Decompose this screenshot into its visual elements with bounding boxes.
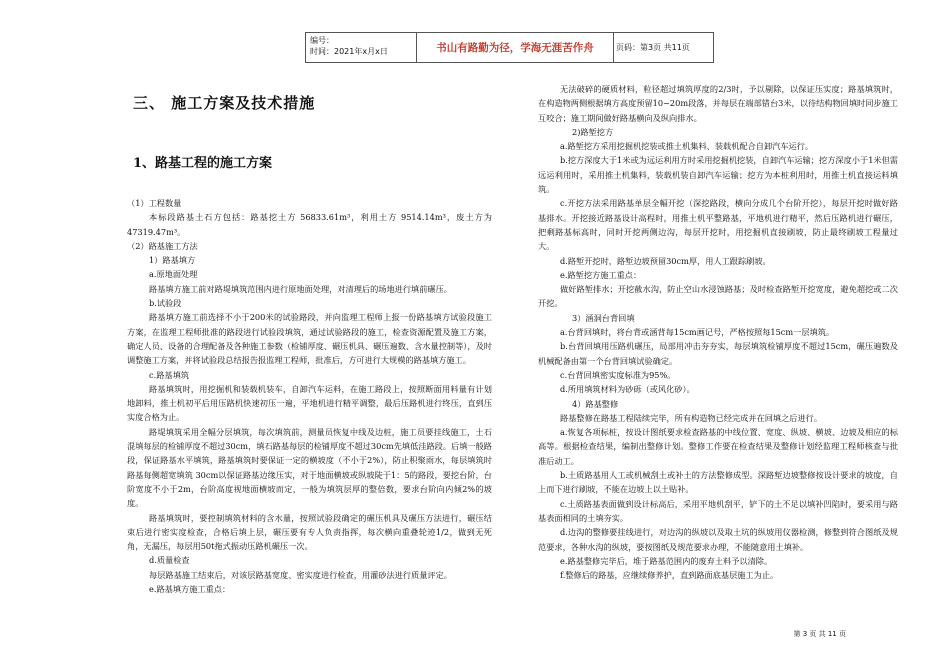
paragraph: c.土质路基表面做到设计标高后，采用平地机刮平，铲下的土不足以填补凹陷时，要采用与路基表面相同的土填夯实。 xyxy=(538,498,898,523)
paragraph: 无法破碎的硬质材料，粒径超过填筑厚度的2/3时，予以剔除，以保证压实度；路基填筑时，在构造物两侧根据填方高度预留10~20m段落，并每层在端部错台3米，以待结构物回填时同步施工互咬合；施工期间做好路基横向及纵向排水。 xyxy=(538,84,898,123)
subsection-title: 1、路基工程的施工方案 xyxy=(133,156,273,171)
header-motto: 书山有路勤为径，学海无涯苦作舟 xyxy=(416,33,614,62)
paragraph: b.土质路基用人工或机械刮土或补土的方法整修成型。深路堑边坡整修按设计要求的坡度，自上而下进行刷坡，不能在边坡上以土贴补。 xyxy=(538,470,898,495)
paragraph: （2）路基施工方法 xyxy=(127,240,198,251)
paragraph: f.整修后的路基，应继续修养护，直到路面底基层施工为止。 xyxy=(560,570,779,581)
paragraph: d.所用填筑材料为砂砾（或风化砂）。 xyxy=(560,384,695,395)
paragraph: 路基填筑时，用挖掘机和装载机装车，自卸汽车运料，在施工路段上，按照断面用料量有计划地卸料，推土机初平后用压路机快速初压一遍，平地机进行精平调整，最后压路机进行终压，直到压实度合格为止。 xyxy=(127,383,492,423)
paragraph: a.原地面处理 xyxy=(149,269,198,280)
paragraph: 2)路堑挖方 xyxy=(572,126,614,137)
paragraph: 4）路基整修 xyxy=(572,398,619,409)
paragraph: 路基填方施工前选择不小于200米的试验路段，并向监理工程师上报一份路基填方试验段施工方案，在监理工程师批准的路段进行试验段填筑，通过试验路段的施工，检查资源配置及施工方案，确定人员、设备的合理配备及各种施工参数（检铺厚度、碾压机具、碾压遍数、含水量控制等），及时调整施工方案，并将试验段总结报告报监理工程师，批准后，方可进行大规模的路基填方施工。 xyxy=(127,312,492,366)
paragraph: e.路基整修完毕后，堆于路基范围内的废弃土料予以清除。 xyxy=(560,555,773,566)
paragraph: （1）工程数量 xyxy=(127,198,182,208)
left-text-column xyxy=(127,196,492,596)
paragraph: b.试验段 xyxy=(149,298,182,309)
paragraph: e.路基填方施工重点： xyxy=(149,584,231,595)
header-number-label: 编号： xyxy=(310,36,334,45)
paragraph: c.台背回填密实度标准为95%。 xyxy=(560,369,676,380)
paragraph: d.质量检查 xyxy=(149,555,190,566)
paragraph: a.台背回填时，将台背或涵背每15cm画记号，严格按照每15cm一层填筑。 xyxy=(560,327,835,338)
header-meta xyxy=(310,35,388,57)
paragraph: e.路堑挖方施工重点： xyxy=(560,269,642,280)
header-time-label: 时间：2021年x月x日 xyxy=(310,47,388,56)
right-text-column xyxy=(538,82,898,582)
paragraph: 路基填方施工前对路堤填筑范围内进行原地面处理，对清理后的场地进行填前碾压。 xyxy=(149,283,452,294)
paragraph: c.路基填筑 xyxy=(149,369,189,380)
paragraph: d.边沟的整修要挂线进行，对边沟的纵坡以及取土坑的纵坡用仪器检测，修整到符合图纸及规范要求，各种水沟的纵坡，要按图纸及规范要求办理，不能随意用土填补。 xyxy=(538,527,898,552)
paragraph: 3）涵洞台背回填 xyxy=(572,312,635,323)
paragraph: c.开挖方法采用路基单层全幅开挖（深挖路段，横向分成几个台阶开挖），每层开挖时做好路基排水。开挖接近路基设计高程时，用推土机平整路基，平地机进行精平，然后压路机进行碾压，把剩路基标高时，同时开挖两侧边沟，每层开挖时，用挖掘机直接刷坡，防止最终刷坡工程量过大。 xyxy=(538,198,898,252)
paragraph: b.台背回填用压路机碾压，局部用冲击夯夯实，每层填筑检铺厚度不超过15cm，碾压遍数及机械配备由第一个台背回填试验确定。 xyxy=(538,341,898,366)
paragraph: 1）路基填方 xyxy=(149,255,196,266)
page-footer: 第 3 页 共 11 页 xyxy=(793,630,846,638)
paragraph: 路堤填筑采用全幅分层填筑，每次填筑前，测量员恢复中线及边桩，施工员要挂线施工，土石混填每层的检铺厚度不超过30cm，填石路基每层的检铺厚度不超过30cm先填低洼路段。后填一般路段，保证路基水平填筑，路基填筑时要保证一定的横坡度（不小于2%），防止积聚雨水，每层填筑时路基每侧超宽填筑 30cm以保证路基边缘压实，对于地面横坡或纵坡陡于1：5的路段，要挖台阶，台阶宽度不小于2m，台阶高度视地面横坡而定，一般为填筑层厚的整倍数，要求台阶向内倾2%的坡度。 xyxy=(127,426,492,509)
paragraph: 路基填筑时，要控制填筑材料的含水量，按照试验段确定的碾压机具及碾压方法进行，碾压结束后进行密实度检查，合格后填上层，碾压要有专人负责指挥，每次横向重叠轮迹1/2，做到无死角，无漏压，每层用50t拖式振动压路机碾压一次。 xyxy=(127,512,492,552)
paragraph: b.挖方深度大于1米或为远运利用方时采用挖掘机挖装，自卸汽车运输；挖方深度小于1米但需远运利用时，采用推土机集料，装载机装自卸汽车运输；挖方为本桩利用时，用推土机直接运料填筑。 xyxy=(538,155,898,195)
paragraph: d.路堑开挖时，路堑边坡预留30cm厚，用人工跟踪刷坡。 xyxy=(560,255,771,266)
header-page-info: 页码：第3页 共11页 xyxy=(616,43,690,52)
paragraph: 做好路堑排水；开挖截水沟，防止空山水浸蚀路基；及时检查路堑开挖宽度，避免超挖或二次开挖。 xyxy=(538,284,898,309)
paragraph: a.恢复各项标桩，按设计图纸要求检查路基的中线位置、宽度、纵坡、横坡、边坡及相应的标高等。根据检查结果，编制出整修计划。整修工作要在检查结果及整修计划经监理工程师核查与批准后动工。 xyxy=(538,427,898,466)
section-title: 三、 施工方案及技术措施 xyxy=(133,94,316,112)
paragraph: 每层路基施工结束后，对该层路基宽度、密实度进行检查，用灌砂法进行质量评定。 xyxy=(149,569,452,580)
paragraph: 本标段路基土石方包括：路基挖土方 56833.61m³，利用土方 9514.14m³，废土方为 47319.47m³。 xyxy=(127,212,492,237)
paragraph: a.路堑挖方采用挖掘机挖装或推土机集料、装载机配合自卸汽车运行。 xyxy=(560,141,814,152)
page-header xyxy=(305,32,714,63)
paragraph: 路基整修在路基工程陆续完毕，所有构造物已经完成并在回填之后进行。 xyxy=(560,412,823,423)
